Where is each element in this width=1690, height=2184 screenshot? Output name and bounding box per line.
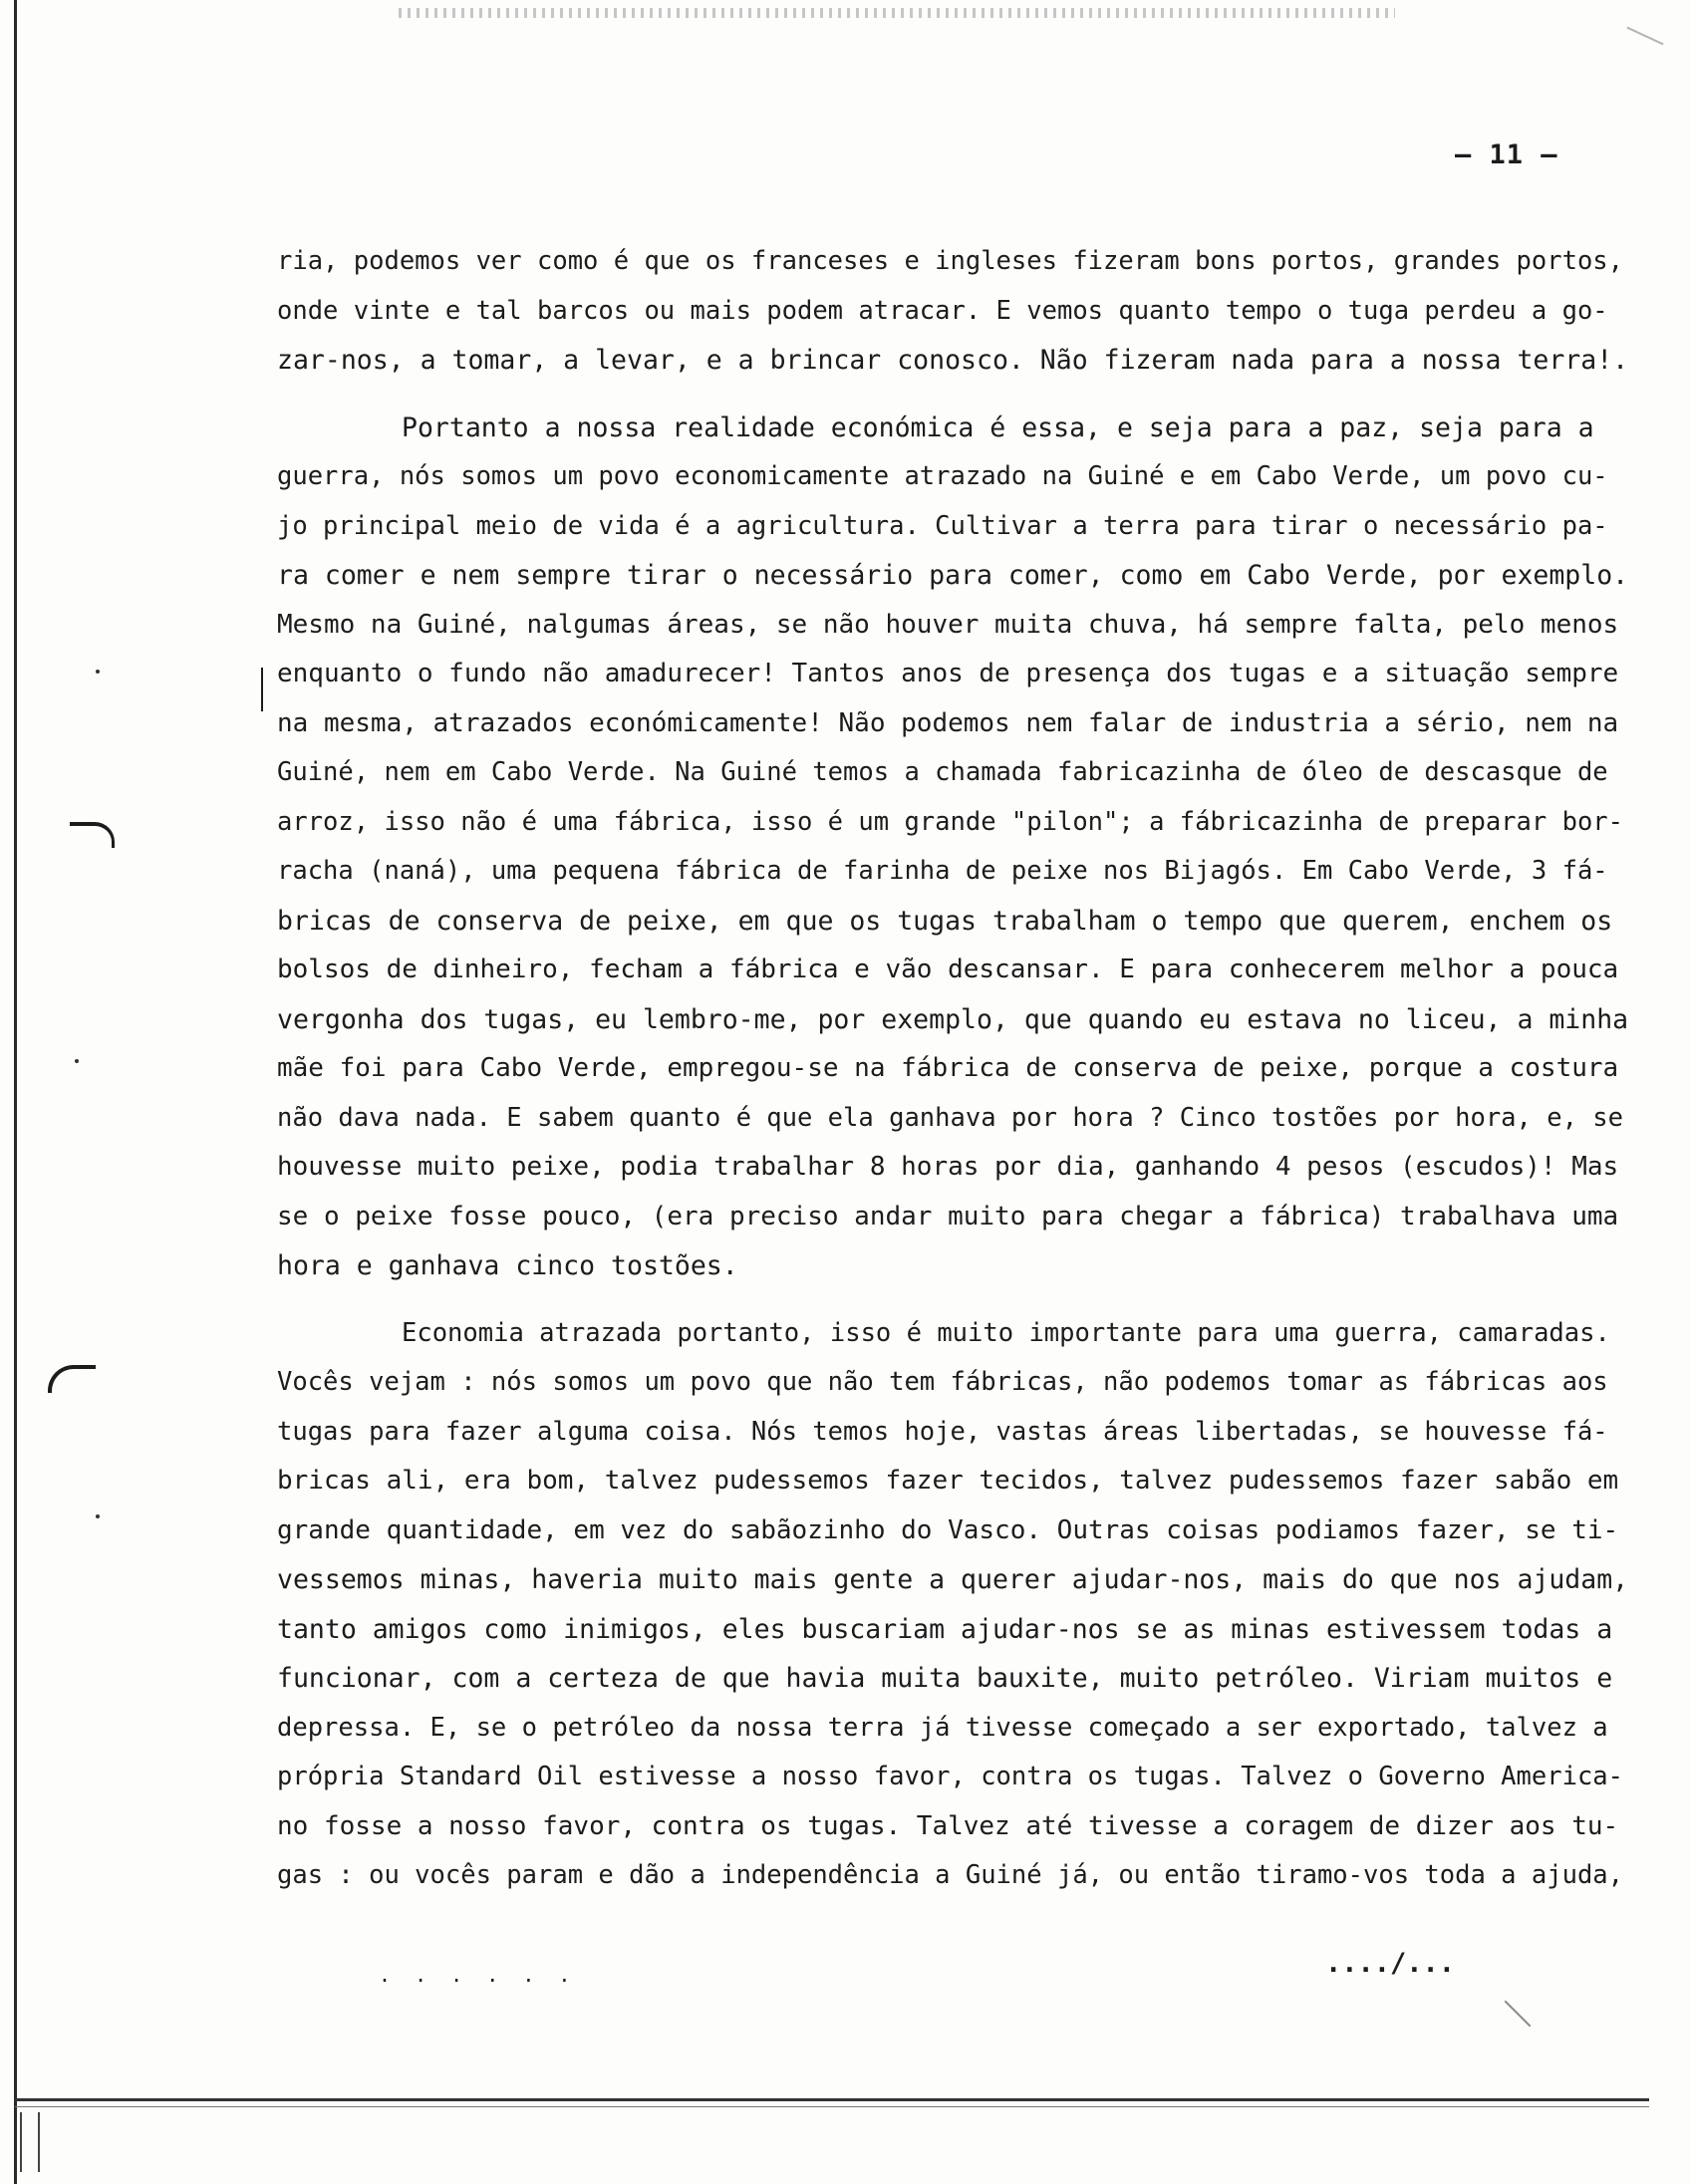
footer-dots: . . . . . . <box>379 1963 577 1987</box>
text-line: jo principal meio de vida é a agricultura. Cultivar a terra para tirar o necessário pa- <box>277 510 1608 541</box>
text-line: se o peixe fosse pouco, (era preciso andar muito para chegar a fábrica) trabalhava uma <box>277 1201 1619 1231</box>
diagonal-scan-mark <box>1505 2001 1532 2028</box>
text-line: gas : ou vocês param e dão a independência a Guiné já, ou então tiramo-vos toda a ajuda, <box>277 1860 1624 1890</box>
text-line: zar-nos, a tomar, a levar, e a brincar conosco. Não fizeram nada para a nossa terra!. <box>277 345 1629 376</box>
text-line: bricas ali, era bom, talvez pudessemos fazer tecidos, talvez pudessemos fazer sabão em <box>277 1466 1619 1496</box>
bottom-rule <box>15 2098 1649 2101</box>
text-line: funcionar, com a certeza de que havia muita bauxite, muito petróleo. Viriam muitos e <box>277 1663 1613 1694</box>
text-line: vessemos minas, haveria muito mais gente a querer ajudar-nos, mais do que nos ajudam, <box>277 1564 1629 1595</box>
text-line: ra comer e nem sempre tirar o necessário para comer, como em Cabo Verde, por exemplo. <box>277 560 1629 591</box>
text-line: vergonha dos tugas, eu lembro-me, por exemplo, que quando eu estava no liceu, a minha <box>277 1003 1629 1035</box>
text-line: não dava nada. E sabem quanto é que ela ganhava por hora ? Cinco tostões por hora, e, se <box>277 1102 1624 1133</box>
text-line: bolsos de dinheiro, fecham a fábrica e vão descansar. E para conhecerem melhor a pouca <box>277 955 1619 984</box>
paragraph-2 <box>277 404 1632 1291</box>
text-line: racha (naná), uma pequena fábrica de farinha de peixe nos Bijagós. Em Cabo Verde, 3 fá- <box>277 856 1608 886</box>
page-number: – 11 – <box>1455 139 1558 170</box>
text-line: bricas de conserva de peixe, em que os tugas trabalham o tempo que querem, enchem os <box>277 905 1613 937</box>
text-line: tugas para fazer alguma coisa. Nós temos hoje, vastas áreas libertadas, se houvesse fá- <box>277 1416 1608 1447</box>
bottom-edge-ticks <box>20 2112 40 2172</box>
margin-hook-mark-upper <box>70 822 115 848</box>
text-line: onde vinte e tal barcos ou mais podem atracar. E vemos quanto tempo o tuga perdeu a go- <box>277 295 1608 326</box>
text-line: própria Standard Oil estivesse a nosso favor, contra os tugas. Talvez o Governo America- <box>277 1762 1624 1791</box>
text-line: guerra, nós somos um povo economicamente atrazado na Guiné e em Cabo Verde, um povo cu- <box>277 461 1608 491</box>
text-line: houvesse muito peixe, podia trabalhar 8 horas por dia, ganhando 4 pesos (escudos)! Mas <box>277 1152 1619 1182</box>
corner-scan-mark <box>1626 27 1663 46</box>
margin-speck <box>96 1514 100 1518</box>
page-left-edge <box>14 0 17 2184</box>
text-line: na mesma, atrazados económicamente! Não podemos nem falar de industria a sério, nem na <box>277 707 1619 738</box>
text-line: enquanto o fundo não amadurecer! Tantos anos de presença dos tugas e a situação sempre <box>277 659 1619 688</box>
margin-bracket-mark <box>261 668 269 711</box>
text-line: Economia atrazada portanto, isso é muito importante para uma guerra, camaradas. <box>402 1317 1610 1348</box>
text-line: arroz, isso não é uma fábrica, isso é um grande "pilon"; a fábricazinha de preparar bor- <box>277 806 1624 837</box>
text-line: Portanto a nossa realidade económica é essa, e seja para a paz, seja para a <box>402 411 1594 443</box>
paragraph-1 <box>277 237 1632 386</box>
top-scan-smudge <box>399 8 1395 18</box>
paragraph-3 <box>277 1309 1632 1901</box>
margin-speck <box>75 1059 79 1063</box>
text-line: Mesmo na Guiné, nalgumas áreas, se não houver muita chuva, há sempre falta, pelo menos <box>277 609 1619 640</box>
margin-speck <box>96 670 100 674</box>
text-line: Guiné, nem em Cabo Verde. Na Guiné temos a chamada fabricazinha de óleo de descasque de <box>277 757 1608 787</box>
text-line: grande quantidade, em vez do sabãozinho do Vasco. Outras coisas podiamos fazer, se ti- <box>277 1514 1619 1545</box>
continuation-marker: ..../... <box>1325 1948 1456 1979</box>
text-line: mãe foi para Cabo Verde, empregou-se na fábrica de conserva de peixe, porque a costura <box>277 1053 1619 1083</box>
paragraph-gap <box>277 1291 1632 1309</box>
paragraph-gap <box>277 386 1632 404</box>
text-line: ria, podemos ver como é que os franceses e ingleses fizeram bons portos, grandes portos, <box>277 246 1624 276</box>
text-line: depressa. E, se o petróleo da nossa terra já tivesse começado a ser exportado, talvez a <box>277 1712 1608 1743</box>
text-line: no fosse a nosso favor, contra os tugas. Talvez até tivesse a coragem de dizer aos tu- <box>277 1810 1619 1841</box>
body-text <box>277 237 1632 1901</box>
margin-hook-mark-lower <box>48 1365 96 1393</box>
text-line: hora e ganhava cinco tostões. <box>277 1250 738 1281</box>
text-line: tanto amigos como inimigos, eles buscariam ajudar-nos se as minas estivessem todas a <box>277 1613 1613 1645</box>
bottom-rule-secondary <box>15 2106 1649 2107</box>
text-line: Vocês vejam : nós somos um povo que não tem fábricas, não podemos tomar as fábricas aos <box>277 1367 1608 1397</box>
